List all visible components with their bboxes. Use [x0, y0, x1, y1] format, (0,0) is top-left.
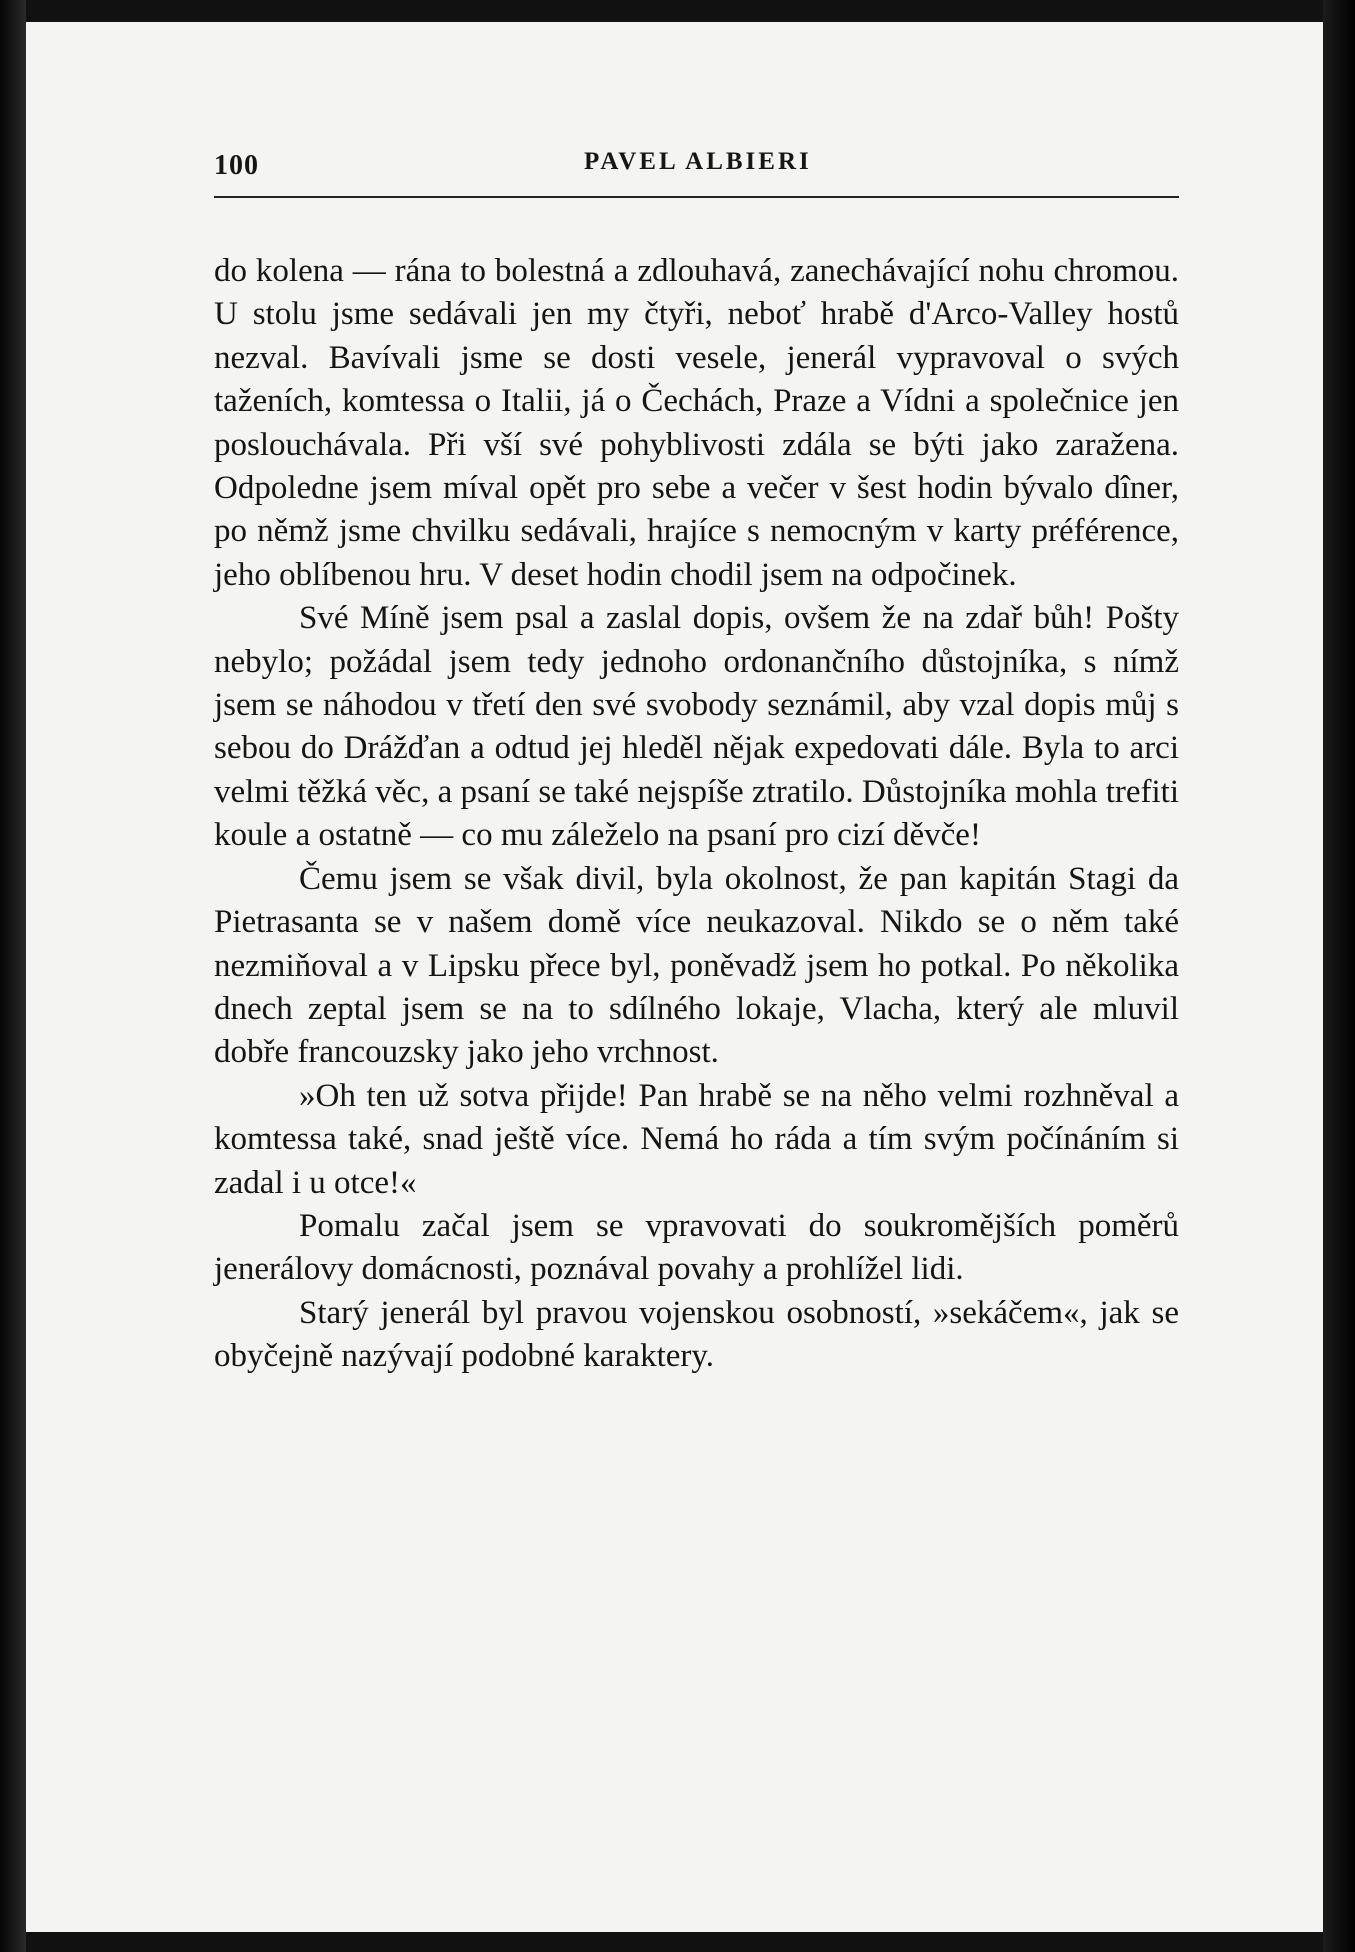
paragraph-3: Čemu jsem se však divil, byla okolnost, že pan kapitán Stagi da Pietrasanta se v našem domě více neukazoval. Nikdo se o něm také nezmiňoval a v Lipsku přece byl, poněvadž jsem ho potkal. Po několika dnech zeptal jsem se na to sdílného lokaje, Vlacha, který ale mluvil dobře francouzsky jako jeho vrchnost.: [214, 860, 1179, 1071]
paragraph-1: do kolena — rána to bolestná a zdlouhavá, zanechávající nohu chromou. U stolu jsme sedávali jen my čtyři, neboť hrabě d'Arco-Valley hostů nezval. Bavívali jsme se dosti vesele, jenerál vypravoval o svých taženích, komtessa o Italii, já o Čechách, Praze a Vídni a společnice jen poslouchávala. Při vší své pohyblivosti zdála se býti jako zaražena. Odpoledne jsem míval opět pro sebe a večer v šest hodin bývalo dîner, po němž jsme chvilku sedávali, hrajíce s nemocným v karty préférence, jeho oblíbenou hru. V deset hodin chodil jsem na odpočinek.: [214, 253, 1179, 593]
scan-border-right: [1323, 0, 1355, 1952]
header-rule: [214, 196, 1179, 198]
paragraph-5: Pomalu začal jsem se vpravovati do soukromějších poměrů jenerálovy domácnosti, poznával povahy a prohlížel lidi.: [214, 1207, 1179, 1288]
scan-border-left: [0, 0, 26, 1952]
running-head: [214, 148, 1179, 188]
page-number: 100: [214, 150, 259, 181]
header-title: PAVEL ALBIERI: [584, 148, 812, 175]
paragraph-4: »Oh ten už sotva přijde! Pan hrabě se na něho velmi rozhněval a komtessa také, snad ještě více. Nemá ho ráda a tím svým počínáním si zadal i u otce!«: [214, 1077, 1179, 1201]
body-text: [214, 250, 1179, 1379]
paragraph-6: Starý jenerál byl pravou vojenskou osobností, »sekáčem«, jak se obyčejně nazývají podobné karaktery.: [214, 1294, 1179, 1375]
paragraph-2: Své Míně jsem psal a zaslal dopis, ovšem že na zdař bůh! Pošty nebylo; požádal jsem tedy jednoho ordonančního důstojníka, s nímž jsem se náhodou v třetí den své svobody seznámil, aby vzal dopis můj s sebou do Drážďan a odtud jej hleděl nějak expedovati dále. Byla to arci velmi těžká věc, a psaní se také nejspíše ztratilo. Důstojníka mohla trefiti koule a ostatně — co mu záleželo na psaní pro cizí děvče!: [214, 600, 1179, 854]
